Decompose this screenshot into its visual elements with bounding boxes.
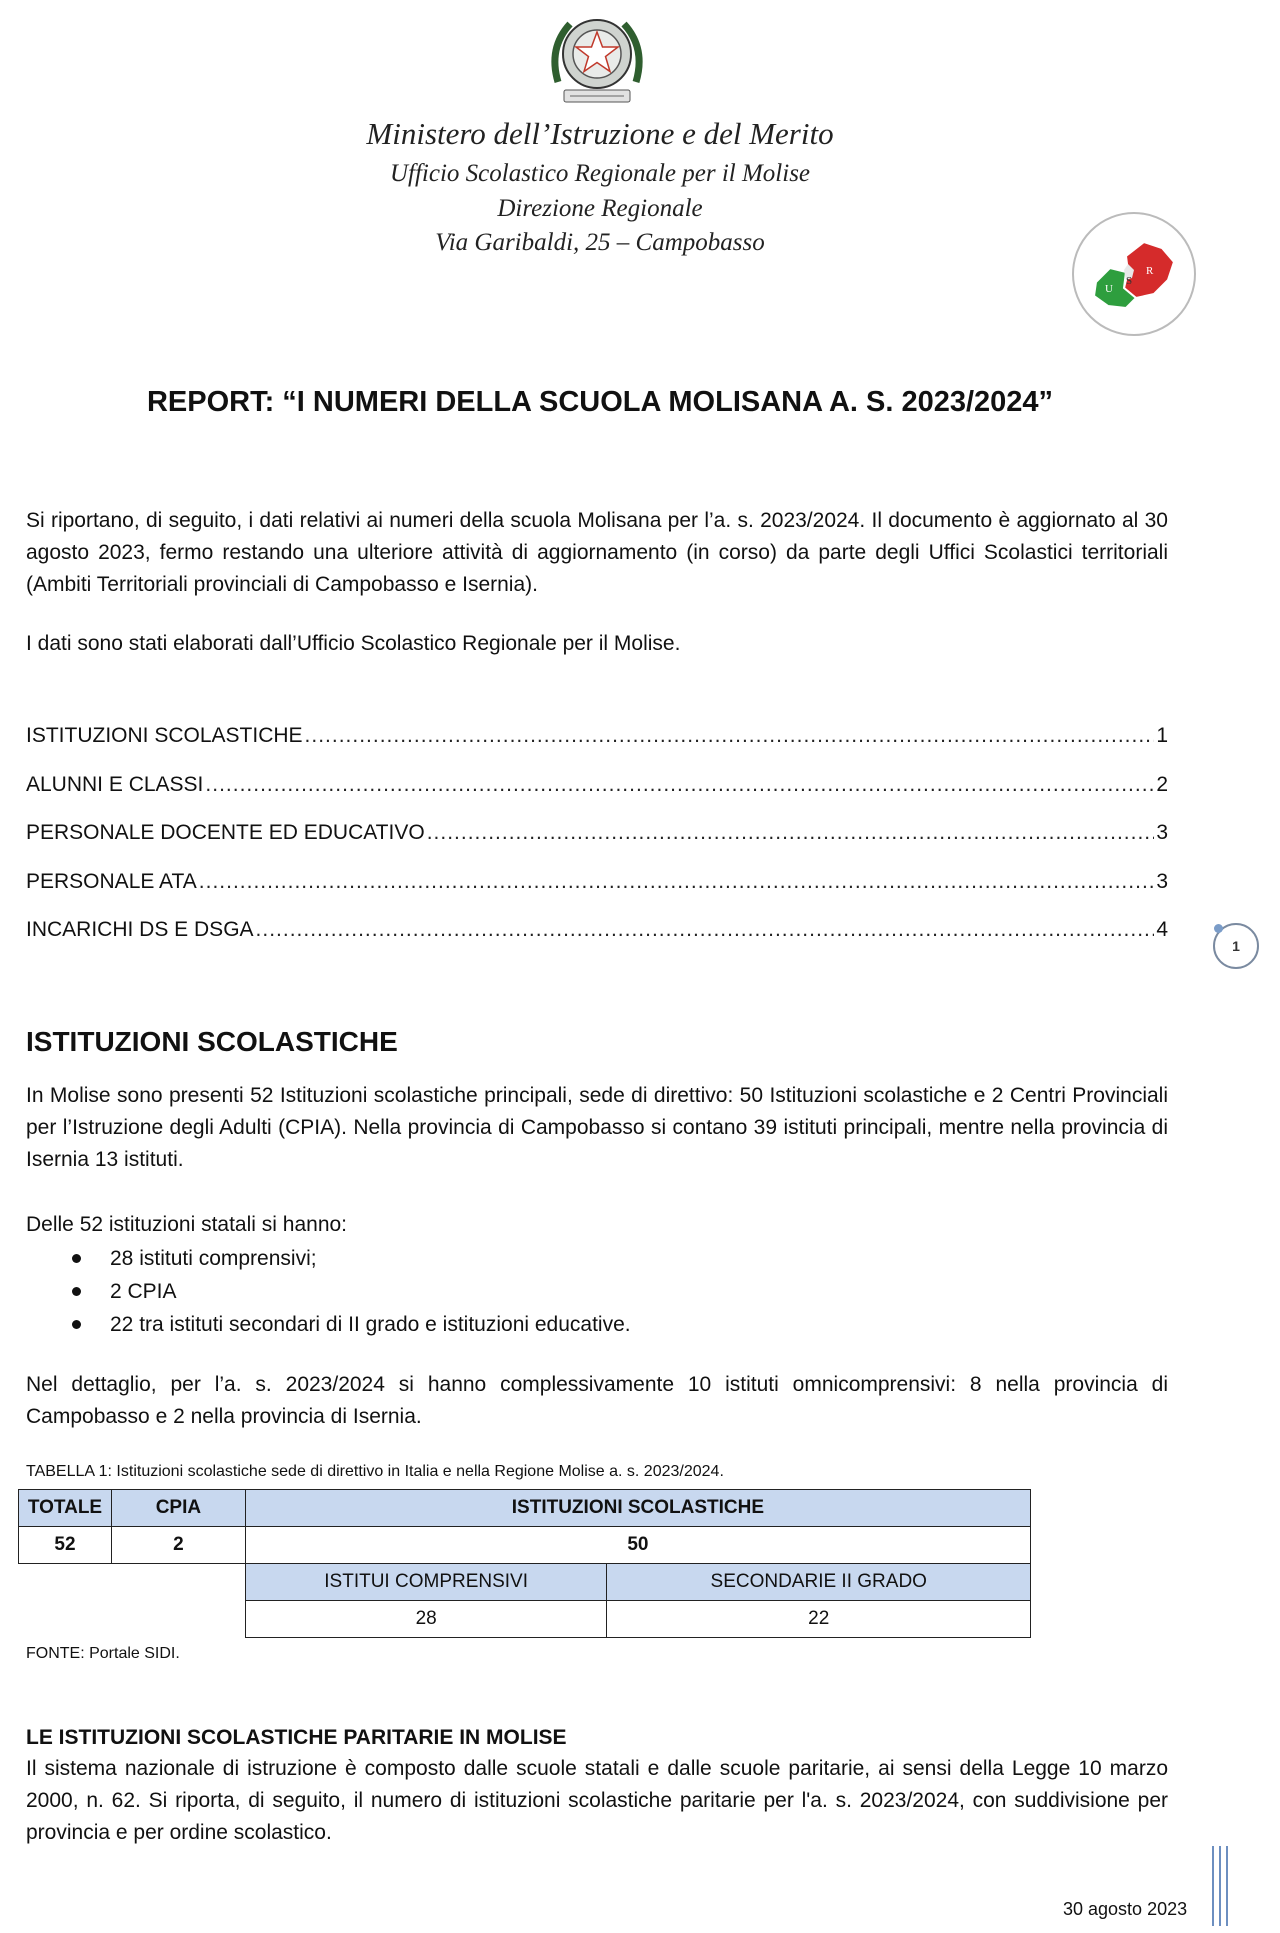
section-heading-paritarie: LE ISTITUZIONI SCOLASTICHE PARITARIE IN MOLISE [26,1726,567,1749]
istituzioni-table [18,1489,1031,1638]
ministry-name: Ministero dell’Istruzione e del Merito [366,116,834,151]
table-cell: 2 [111,1527,245,1564]
intro-paragraph: Si riportano, di seguito, i dati relativi ai numeri della scuola Molisana per l’a. s. 2023/2024. Il documento è aggiornato al 30 agosto 2023, fermo restando una ulteriore attività di aggiornamento (in corso) da parte degli Uffici Scolastici territoriali (Ambiti Territoriali provinciali di Campobasso e Isernia). [26,509,1168,596]
toc-item[interactable] [26,724,1168,748]
toc-item-label: PERSONALE ATA [26,870,197,893]
italian-republic-emblem-icon [544,4,650,112]
toc-item-page: 3 [1156,821,1168,844]
logo-letter-r: R [1146,265,1154,277]
footer-lines-icon [1212,1846,1230,1926]
toc-item-page: 3 [1156,870,1168,893]
logo-letter-u: U [1105,283,1113,295]
usr-molise-logo-icon [1070,210,1198,338]
paritarie-paragraph: Il sistema nazionale di istruzione è composto dalle scuole statali e dalle scuole paritarie, ai sensi della Legge 10 marzo 2000, n. 62. Si riporta, di seguito, il numero di istituzioni scolastiche paritarie per l'a. s. 2023/2024, con suddivisione per provincia e per ordine scolastico. [26,1757,1168,1844]
table-header: CPIA [111,1490,245,1527]
table-header: TOTALE [19,1490,112,1527]
report-title: REPORT: “I NUMERI DELLA SCUOLA MOLISANA A. S. 2023/2024” [146,386,1054,418]
toc-item[interactable] [26,918,1168,942]
toc-item-page: 2 [1156,773,1168,796]
logo-letter-s: S [1126,275,1133,287]
toc-item[interactable] [26,870,1168,894]
office-name: Ufficio Scolastico Regionale per il Molise [389,160,811,187]
table-subheader: ISTITUI COMPRENSIVI [245,1564,607,1601]
toc-item-label: PERSONALE DOCENTE ED EDUCATIVO [26,821,425,844]
table-subheader: SECONDARIE II GRADO [607,1564,1031,1601]
table-caption: TABELLA 1: Istituzioni scolastiche sede di direttivo in Italia e nella Regione Molise a. s. 2023/2024. [26,1463,724,1480]
page-number-badge: 1 [1213,923,1259,969]
list-item: 2 CPIA [26,1275,1168,1308]
table-cell: 22 [607,1601,1031,1638]
list-item: 28 istituti comprensivi; [26,1242,1168,1275]
page-badge-dot-icon [1214,924,1223,933]
toc-item-page: 1 [1156,724,1168,747]
footer-date: 30 agosto 2023 [1063,1899,1188,1919]
direction-name: Direzione Regionale [497,195,703,222]
office-address: Via Garibaldi, 25 – Campobasso [435,229,765,256]
table-cell: 52 [19,1527,112,1564]
toc-item-label: INCARICHI DS E DSGA [26,918,254,941]
toc-item-page: 4 [1156,918,1168,941]
section-paragraph: In Molise sono presenti 52 Istituzioni scolastiche principali, sede di direttivo: 50 Istituzioni scolastiche e 2 Centri Provinciali per l’Istruzione degli Adulti (CPIA). Nella provincia di Campobasso si contano 39 istituti principali, mentre nella provincia di Isernia 13 istituti. [26,1084,1168,1171]
list-item: 22 tra istituti secondari di II grado e istituzioni educative. [26,1308,1168,1341]
table-source: FONTE: Portale SIDI. [26,1645,180,1662]
toc-item-label: ISTITUZIONI SCOLASTICHE [26,724,303,747]
toc-item[interactable] [26,773,1168,797]
toc-item[interactable] [26,821,1168,845]
bullet-list [26,1242,1168,1341]
toc-item-label: ALUNNI E CLASSI [26,773,204,796]
list-intro: Delle 52 istituzioni statali si hanno: [26,1213,348,1236]
section-heading-istituzioni: ISTITUZIONI SCOLASTICHE [26,1026,398,1057]
table-header: ISTITUZIONI SCOLASTICHE [245,1490,1030,1527]
detail-paragraph: Nel dettaglio, per l’a. s. 2023/2024 si hanno complessivamente 10 istituti omnicomprensivi: 8 nella provincia di Campobasso e 2 nella provincia di Isernia. [26,1373,1168,1428]
intro-note: I dati sono stati elaborati dall’Ufficio Scolastico Regionale per il Molise. [26,632,681,655]
table-cell: 50 [245,1527,1030,1564]
table-cell: 28 [245,1601,607,1638]
